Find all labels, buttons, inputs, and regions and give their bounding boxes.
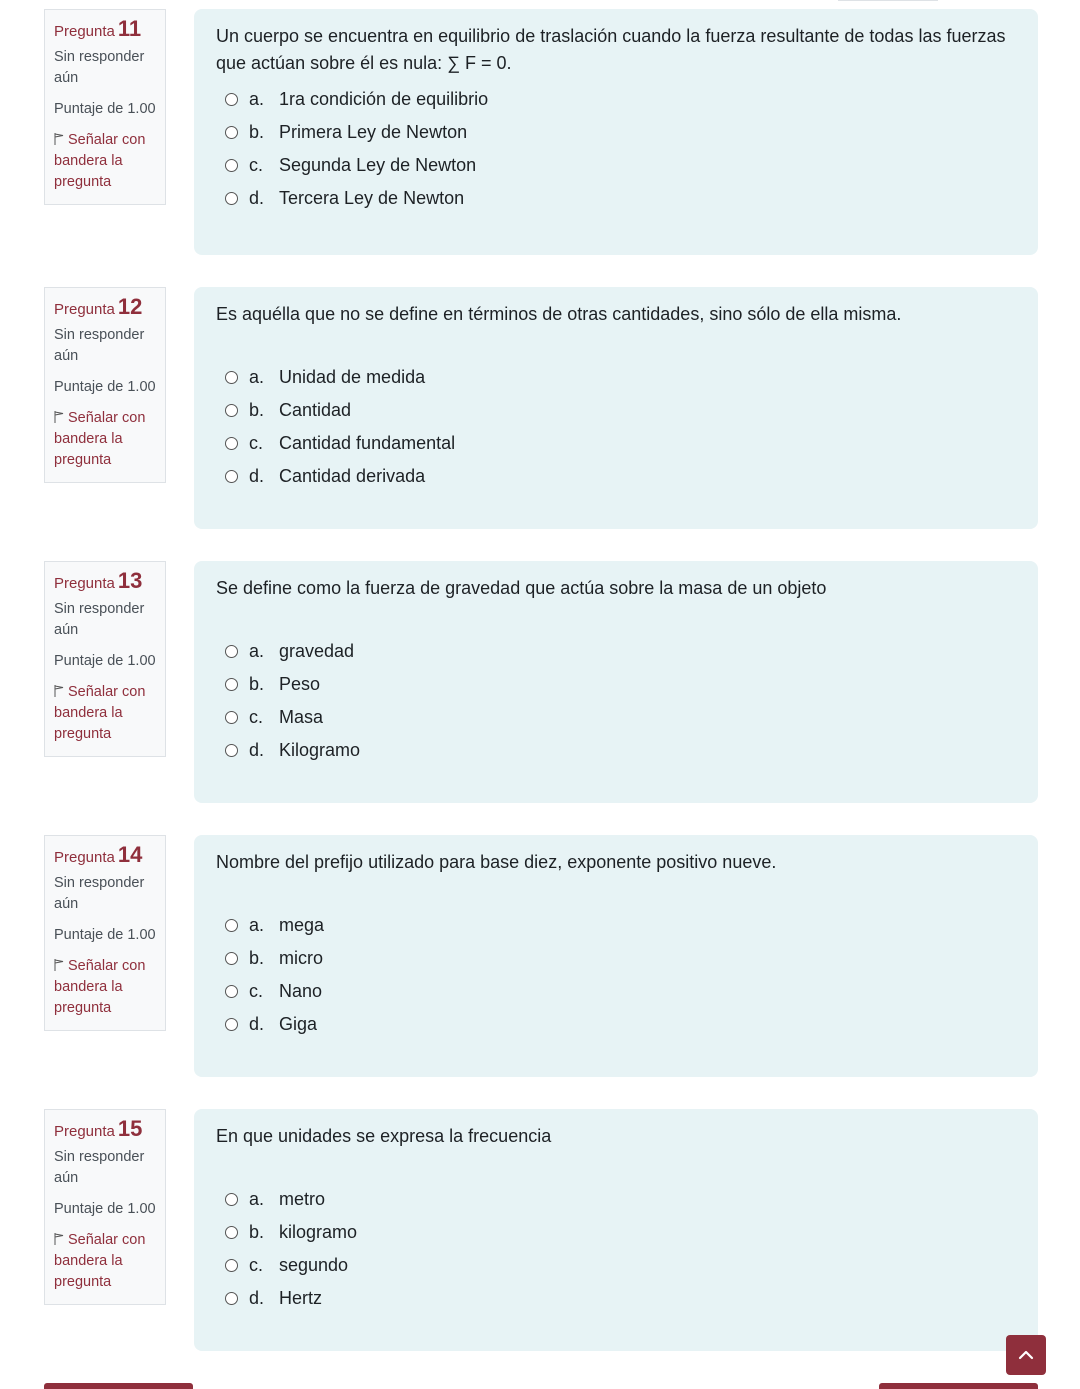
answer-letter: b. <box>249 948 265 968</box>
answer-text: Kilogramo <box>279 740 361 760</box>
answer-letter: d. <box>249 1288 265 1308</box>
answer-text: 1ra condición de equilibrio <box>279 89 489 109</box>
answer-letter: b. <box>249 400 265 420</box>
answer-option-a[interactable] <box>216 1183 1016 1216</box>
radio-button[interactable] <box>225 952 238 965</box>
answer-text: Segunda Ley de Newton <box>279 155 477 175</box>
radio-button[interactable] <box>225 1259 238 1272</box>
answer-letter: d. <box>249 1014 265 1034</box>
question-state: Sin responder aún <box>54 327 145 364</box>
radio-button[interactable] <box>225 404 238 417</box>
radio-button[interactable] <box>225 985 238 998</box>
question-14 <box>0 835 1080 1077</box>
answer-option-c[interactable] <box>216 701 1016 734</box>
question-label: Pregunta <box>54 849 115 866</box>
question-text: Es aquélla que no se define en términos de otras cantidades, sino sólo de ella misma. <box>216 304 902 324</box>
answer-option-a[interactable] <box>216 909 1016 942</box>
answer-option-c[interactable] <box>216 975 1016 1008</box>
question-number <box>54 568 156 594</box>
answer-text: Peso <box>279 674 321 694</box>
question-number <box>54 842 156 868</box>
top-border-fragment <box>838 0 938 1</box>
answer-text: Cantidad fundamental <box>279 433 456 453</box>
question-13 <box>0 561 1080 803</box>
answer-option-d[interactable] <box>216 460 1016 493</box>
answer-text: Cantidad derivada <box>279 466 426 486</box>
answer-text: Masa <box>279 707 324 727</box>
question-content <box>194 1109 1038 1351</box>
question-12 <box>0 287 1080 529</box>
question-label: Pregunta <box>54 301 115 318</box>
question-info <box>44 1109 166 1305</box>
answer-text: mega <box>279 915 325 935</box>
answer-text: Cantidad <box>279 400 352 420</box>
question-info <box>44 9 166 205</box>
radio-button[interactable] <box>225 678 238 691</box>
answer-letter: d. <box>249 188 265 208</box>
scroll-to-top-button[interactable] <box>1006 1335 1046 1375</box>
flag-label: Señalar con bandera la pregunta <box>54 958 146 1016</box>
question-number <box>54 16 156 42</box>
answer-text: Giga <box>279 1014 318 1034</box>
answer-text: kilogramo <box>279 1222 358 1242</box>
question-text: En que unidades se expresa la frecuencia <box>216 1126 552 1146</box>
answer-option-b[interactable] <box>216 942 1016 975</box>
radio-button[interactable] <box>225 711 238 724</box>
answer-list <box>216 635 1016 767</box>
radio-button[interactable] <box>225 93 238 106</box>
flag-question-link[interactable] <box>54 956 156 1019</box>
answer-text: micro <box>279 948 323 968</box>
answer-option-d[interactable] <box>216 1008 1016 1041</box>
question-number <box>54 294 156 320</box>
flag-label: Señalar con bandera la pregunta <box>54 1232 146 1290</box>
question-state: Sin responder aún <box>54 875 145 912</box>
flag-label: Señalar con bandera la pregunta <box>54 410 146 468</box>
answer-option-c[interactable] <box>216 1249 1016 1282</box>
answer-list <box>216 361 1016 493</box>
flag-question-link[interactable] <box>54 130 156 193</box>
answer-text: gravedad <box>279 641 355 661</box>
radio-button[interactable] <box>225 470 238 483</box>
flag-label: Señalar con bandera la pregunta <box>54 684 146 742</box>
radio-button[interactable] <box>225 371 238 384</box>
answer-text: segundo <box>279 1255 349 1275</box>
question-number-value: 12 <box>117 294 143 319</box>
radio-button[interactable] <box>225 159 238 172</box>
question-state: Sin responder aún <box>54 601 145 638</box>
radio-button[interactable] <box>225 1226 238 1239</box>
answer-option-d[interactable] <box>216 734 1016 767</box>
question-grade: Puntaje de 1.00 <box>54 927 156 943</box>
answer-option-b[interactable] <box>216 394 1016 427</box>
question-label: Pregunta <box>54 23 115 40</box>
answer-letter: c. <box>249 155 264 175</box>
answer-letter: b. <box>249 1222 265 1242</box>
answer-letter: a. <box>249 915 265 935</box>
question-number-value: 13 <box>117 568 143 593</box>
flag-question-link[interactable] <box>54 682 156 745</box>
question-number-value: 14 <box>117 842 143 867</box>
answer-list <box>216 909 1016 1041</box>
flag-icon <box>54 685 64 697</box>
answer-text: Hertz <box>279 1288 323 1308</box>
question-label: Pregunta <box>54 1123 115 1140</box>
question-content <box>194 561 1038 803</box>
question-info <box>44 287 166 483</box>
question-number-value: 15 <box>117 1116 143 1141</box>
answer-option-b[interactable] <box>216 116 1016 149</box>
next-page-button[interactable] <box>879 1383 1038 1389</box>
question-grade: Puntaje de 1.00 <box>54 101 156 117</box>
answer-text: Unidad de medida <box>279 367 426 387</box>
answer-option-b[interactable] <box>216 1216 1016 1249</box>
question-text: Se define como la fuerza de gravedad que actúa sobre la masa de un objeto <box>216 578 827 598</box>
question-content <box>194 287 1038 529</box>
question-text: Un cuerpo se encuentra en equilibrio de traslación cuando la fuerza resultante de todas las fuerzas que actúan sobre él es nula: ∑ F = 0. <box>216 26 1006 73</box>
answer-option-c[interactable] <box>216 149 1016 182</box>
question-grade: Puntaje de 1.00 <box>54 379 156 395</box>
flag-icon <box>54 411 64 423</box>
answer-text: metro <box>279 1189 326 1209</box>
question-content <box>194 9 1038 255</box>
previous-page-button[interactable] <box>44 1383 193 1389</box>
flag-icon <box>54 1233 64 1245</box>
answer-option-a[interactable] <box>216 83 1016 116</box>
answer-letter: d. <box>249 740 265 760</box>
question-info <box>44 835 166 1031</box>
flag-question-link[interactable] <box>54 1230 156 1293</box>
question-grade: Puntaje de 1.00 <box>54 653 156 669</box>
answer-letter: c. <box>249 433 264 453</box>
radio-button[interactable] <box>225 192 238 205</box>
answer-option-b[interactable] <box>216 668 1016 701</box>
question-content <box>194 835 1038 1077</box>
answer-option-c[interactable] <box>216 427 1016 460</box>
question-15 <box>0 1109 1080 1351</box>
answer-letter: d. <box>249 466 265 486</box>
question-state: Sin responder aún <box>54 1149 145 1186</box>
chevron-up-icon <box>1018 1350 1034 1360</box>
answer-letter: c. <box>249 1255 264 1275</box>
radio-button[interactable] <box>225 645 238 658</box>
answer-text: Primera Ley de Newton <box>279 122 468 142</box>
answer-letter: c. <box>249 707 264 727</box>
flag-icon <box>54 133 64 145</box>
radio-button[interactable] <box>225 126 238 139</box>
radio-button[interactable] <box>225 744 238 757</box>
answer-letter: a. <box>249 1189 265 1209</box>
answer-list <box>216 83 1016 215</box>
answer-text: Nano <box>279 981 323 1001</box>
answer-letter: a. <box>249 641 265 661</box>
question-number-value: 11 <box>117 16 142 41</box>
flag-icon <box>54 959 64 971</box>
radio-button[interactable] <box>225 919 238 932</box>
radio-button[interactable] <box>225 1292 238 1305</box>
flag-label: Señalar con bandera la pregunta <box>54 132 146 190</box>
radio-button[interactable] <box>225 1193 238 1206</box>
answer-option-a[interactable] <box>216 361 1016 394</box>
question-11 <box>0 9 1080 255</box>
answer-letter: c. <box>249 981 264 1001</box>
question-label: Pregunta <box>54 575 115 592</box>
question-info <box>44 561 166 757</box>
radio-button[interactable] <box>225 1018 238 1031</box>
answer-letter: a. <box>249 89 265 109</box>
answer-option-d[interactable] <box>216 1282 1016 1315</box>
question-grade: Puntaje de 1.00 <box>54 1201 156 1217</box>
answer-letter: b. <box>249 122 265 142</box>
answer-letter: a. <box>249 367 265 387</box>
answer-option-a[interactable] <box>216 635 1016 668</box>
answer-option-d[interactable] <box>216 182 1016 215</box>
question-state: Sin responder aún <box>54 49 145 86</box>
answer-letter: b. <box>249 674 265 694</box>
answer-list <box>216 1183 1016 1315</box>
radio-button[interactable] <box>225 437 238 450</box>
answer-text: Tercera Ley de Newton <box>279 188 465 208</box>
question-number <box>54 1116 156 1142</box>
question-text: Nombre del prefijo utilizado para base diez, exponente positivo nueve. <box>216 852 777 872</box>
flag-question-link[interactable] <box>54 408 156 471</box>
